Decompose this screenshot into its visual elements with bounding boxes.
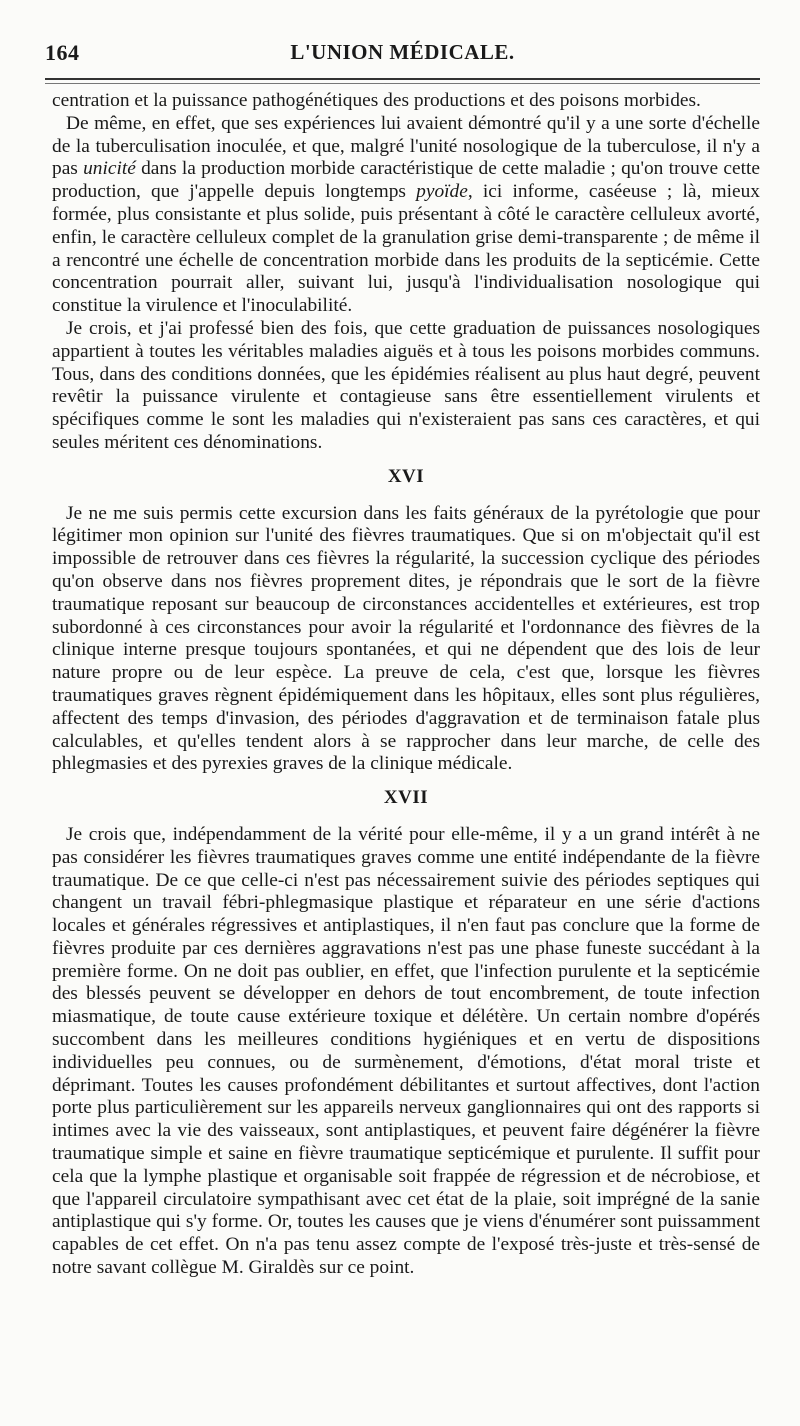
paragraph-text: dans la production morbide caractéristique de cette maladie ; qu'on trouve cette production, que j'appelle depuis longtemps bbox=[52, 158, 760, 203]
paragraph-text: De même, en effet, que ses expériences lui avaient démontré qu'il y a une sorte d'échelle de la tuberculisation inoculée, et que, malgré l'unité nosologique de la tuberculose, il n'y a pas bbox=[52, 112, 760, 180]
header-rule-thin bbox=[45, 83, 760, 84]
section-heading: XVI bbox=[387, 465, 425, 487]
page-number: 164 bbox=[45, 40, 80, 65]
journal-title: L'UNION MÉDICALE. bbox=[290, 40, 515, 64]
header-rule bbox=[45, 78, 760, 80]
running-head bbox=[45, 40, 760, 70]
paragraph: Je crois, et j'ai professé bien des fois, que cette graduation de puissances nosologiques appartient à toutes les véritables maladies aiguës et à tous les poisons morbides communs. Tous, dans des conditions données, que les épidémies réalisent au plus haut degré, peuvent revêtir la puissance virulente et contagieuse sans être essentiellement virulents et spécifiques comme le sont les maladies qui n'existeraient pas sans ces caractères, et qui seules méritent ces dénominations. bbox=[52, 317, 760, 453]
article-body bbox=[52, 90, 760, 1280]
italic-term: pyoïde bbox=[416, 181, 468, 203]
paragraph bbox=[52, 113, 760, 318]
paragraph: Je crois que, indépendamment de la vérité pour elle-même, il y a un grand intérêt à ne pas considérer les fièvres traumatiques graves comme une entité indépendante de la fièvre traumatique. De ce que celle-ci n'est pas nécessairement suivie des périodes septiques qui changent un travail fébri-phlegmasique plastique et réparateur en une série d'actions locales et générales régressives et antiplastiques, il n'en faut pas conclure que la forme de fièvres produite par ces dernières aggravations n'est pas une phase funeste succédant à la première forme. On ne doit pas oublier, en effet, que l'infection purulente et la septicémie des blessés peuvent se développer en dehors de tout encombrement, de toute infection miasmatique, de toute cause extérieure toxique et délétère. Un certain nombre d'opérés succombent dans les meilleures conditions hygiéniques et en vertu de dispositions individuelles peu connues, ou de surmènement, d'émotions, d'état moral triste et déprimant. Toutes les causes profondément débilitantes et surtout affectives, dont l'action porte plus particulièrement sur les appareils nerveux ganglionnaires qui ont des rapports si intimes avec la vie des vaisseaux, sont antiplastiques, et peuvent faire dégénérer la fièvre traumatique simple et saine en fièvre traumatique septicémique et purulente. Il suffit pour cela que la lymphe plastique et organisable soit frappée de régression et de nécrobiose, et que l'appareil circulatoire sympathisant avec cet état de la plaie, soit imprégné de la sanie antiplastique qui s'y forme. Or, toutes les causes que je viens d'énumérer sont puissamment capables de cet effet. On n'a pas tenu assez compte de l'exposé très-juste et très-sensé de notre savant collègue M. Giraldès sur ce point. bbox=[52, 823, 760, 1279]
paragraph: centration et la puissance pathogénétiques des productions et des poisons morbides. bbox=[52, 90, 701, 111]
section-heading: XVII bbox=[383, 787, 429, 809]
italic-term: unicité bbox=[83, 158, 136, 180]
paragraph-text: , ici informe, caséeuse ; là, mieux formée, plus consistante et plus solide, puis présentant à côté le caractère celluleux avorté, enfin, le caractère celluleux complet de la granulation grise demi-transparente ; de même il a rencontré une échelle de concentration morbide dans les produits de la septicémie. Cette concentration pourrait aller, suivant lui, jusqu'à l'individualisation nosologique qui constitue la virulence et l'inoculabilité. bbox=[52, 181, 760, 317]
paragraph: Je ne me suis permis cette excursion dans les faits généraux de la pyrétologie que pour légitimer mon opinion sur l'unité des fièvres traumatiques. Que si on m'objectait qu'il est impossible de retrouver dans ces fièvres la régularité, la succession cyclique des périodes qu'on observe dans nos fièvres proprement dites, je répondrais que le sort de la fièvre traumatique reposant sur beaucoup de circonstances accidentelles et extérieures, est trop subordonné à ces circonstances pour avoir la régularité et l'ordonnance des fièvres de la clinique interne presque toujours spontanées, et qui ne dépendent que des lois de leur nature propre ou de leur espèce. La preuve de cela, c'est que, lorsque les fièvres traumatiques graves règnent épidémiquement dans les hôpitaux, elles sont plus régulières, affectent des temps d'invasion, des périodes d'aggravation et de terminaison fatale plus calculables, et qu'elles tendent alors à se rapprocher dans leur marche, de celle des phlegmasies et des pyrexies graves de la clinique médicale. bbox=[52, 502, 760, 775]
